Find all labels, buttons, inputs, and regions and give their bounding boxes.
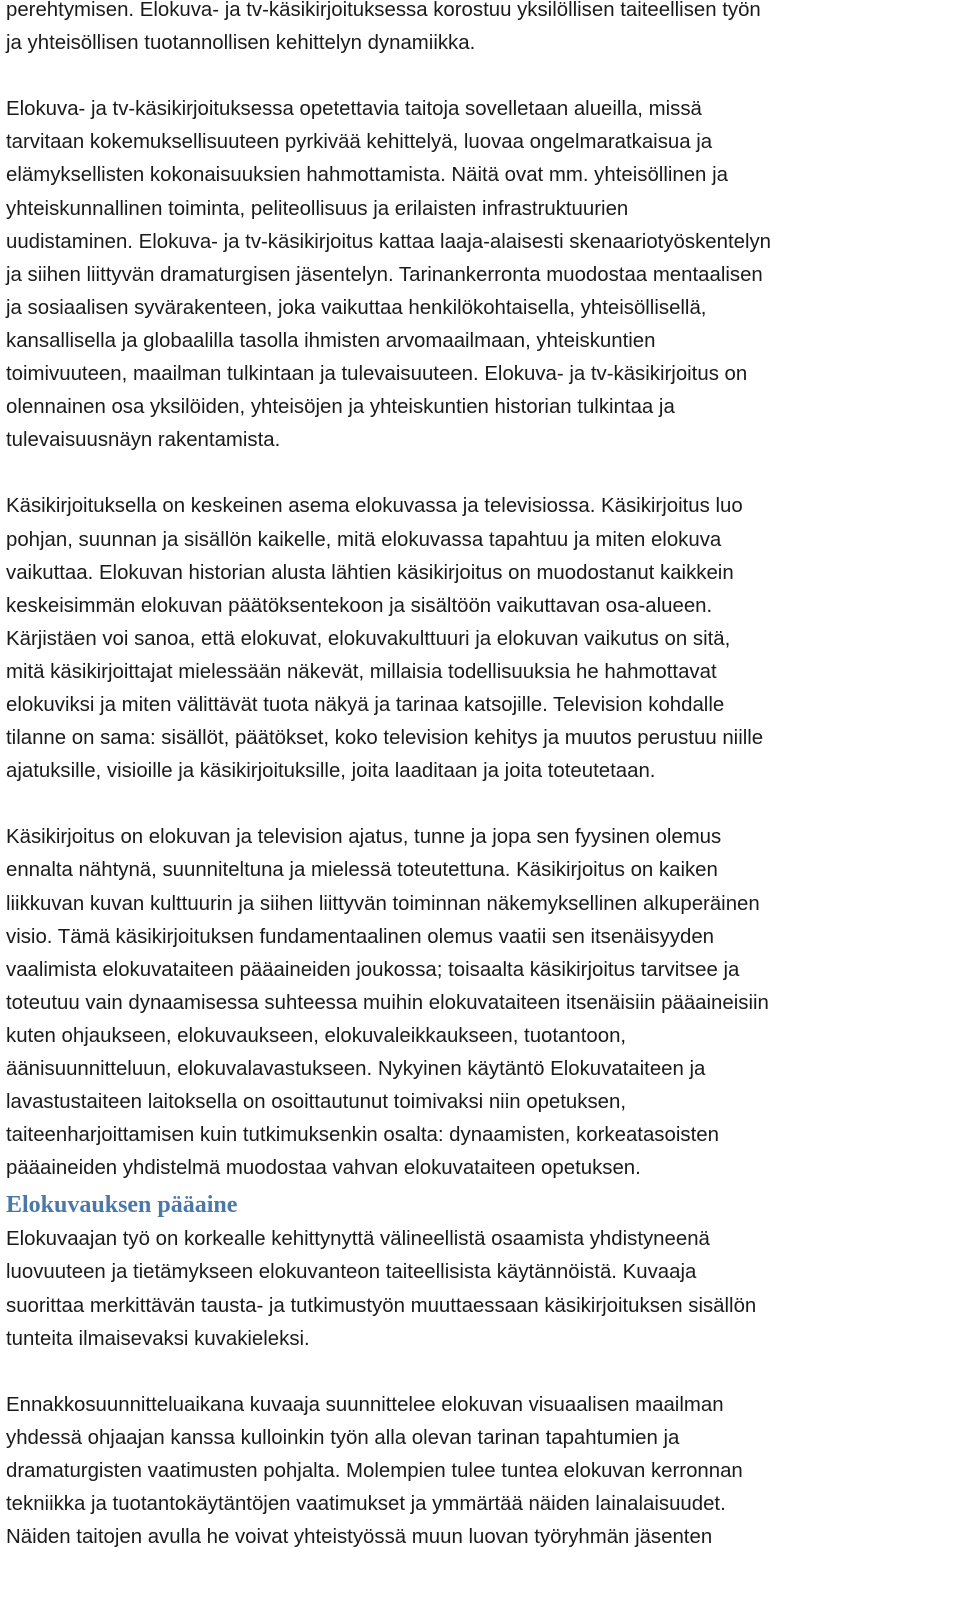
text-line: kuten ohjaukseen, elokuvaukseen, elokuvaleikkaukseen, tuotantoon, bbox=[6, 1024, 627, 1047]
text-line: toteutuu vain dynaamisessa suhteessa muihin elokuvataiteen itsenäisiin pääaineisiin bbox=[6, 991, 769, 1014]
body-paragraph bbox=[6, 490, 952, 788]
text-line: tekniikka ja tuotantokäytäntöjen vaatimukset ja ymmärtää näiden lainalaisuudet. bbox=[6, 1493, 726, 1516]
text-line: perehtymisen. Elokuva- ja tv-käsikirjoituksessa korostuu yksilöllisen taiteellisen työn bbox=[6, 0, 761, 21]
text-line: vaalimista elokuvataiteen pääaineiden joukossa; toisaalta käsikirjoitus tarvitsee ja bbox=[6, 958, 740, 981]
paragraph-spacer bbox=[6, 60, 952, 93]
text-line: suorittaa merkittävän tausta- ja tutkimustyön muuttaessaan käsikirjoituksen sisällön bbox=[6, 1294, 757, 1317]
section-heading: Elokuvauksen pääaine bbox=[6, 1192, 238, 1219]
text-line: luovuuteen ja tietämykseen elokuvanteon taiteellisista käytännöistä. Kuvaaja bbox=[6, 1261, 697, 1284]
text-line: Elokuva- ja tv-käsikirjoituksessa opetettavia taitoja sovelletaan alueilla, missä bbox=[6, 98, 702, 121]
document-page bbox=[6, 0, 952, 1554]
text-line: tulevaisuusnäyn rakentamista. bbox=[6, 429, 281, 452]
text-line: yhteiskunnallinen toiminta, peliteollisuus ja erilaisten infrastruktuurien bbox=[6, 197, 629, 220]
text-line: elokuviksi ja miten välittävät tuota näkyä ja tarinaa katsojille. Television kohdalle bbox=[6, 693, 725, 716]
text-line: yhdessä ohjaajan kanssa kulloinkin työn alla olevan tarinan tapahtumien ja bbox=[6, 1426, 680, 1449]
text-line: toimivuuteen, maailman tulkintaan ja tulevaisuuteen. Elokuva- ja tv-käsikirjoitus on bbox=[6, 363, 748, 386]
text-line: tunteita ilmaisevaksi kuvakieleksi. bbox=[6, 1327, 310, 1350]
body-paragraph bbox=[6, 0, 952, 60]
text-line: olennainen osa yksilöiden, yhteisöjen ja yhteiskuntien historian tulkintaa ja bbox=[6, 396, 675, 419]
text-line: tarvitaan kokemuksellisuuteen pyrkivää kehittelyä, luovaa ongelmaratkaisua ja bbox=[6, 131, 713, 154]
paragraph-spacer bbox=[6, 457, 952, 490]
text-line: äänisuunnitteluun, elokuvalavastukseen. Nykyinen käytäntö Elokuvataiteen ja bbox=[6, 1058, 706, 1080]
text-line: dramaturgisten vaatimusten pohjalta. Molempien tulee tuntea elokuvan kerronnan bbox=[6, 1460, 743, 1483]
body-paragraph bbox=[6, 821, 952, 1185]
section-paragraph bbox=[6, 1223, 952, 1355]
text-line: Kärjistäen voi sanoa, että elokuvat, elokuvakulttuuri ja elokuvan vaikutus on sitä, bbox=[6, 627, 731, 650]
text-line: ja siihen liittyvän dramaturgisen jäsentelyn. Tarinankerronta muodostaa mentaalisen bbox=[6, 263, 763, 286]
text-line: vaikuttaa. Elokuvan historian alusta lähtien käsikirjoitus on muodostanut kaikkein bbox=[6, 561, 734, 584]
text-line: lavastustaiteen laitoksella on osoittautunut toimivaksi niin opetuksen, bbox=[6, 1091, 627, 1114]
text-line: tilanne on sama: sisällöt, päätökset, koko television kehitys ja muutos perustuu niille bbox=[6, 727, 764, 750]
text-line: elämyksellisten kokonaisuuksien hahmottamista. Näitä ovat mm. yhteisöllinen ja bbox=[6, 164, 728, 187]
text-line: mitä käsikirjoittajat mielessään näkevät, millaisia todellisuuksia he hahmottavat bbox=[6, 660, 717, 683]
text-line: ennalta nähtynä, suunniteltuna ja mielessä toteutettuna. Käsikirjoitus on kaiken bbox=[6, 859, 718, 882]
text-line: Elokuvaajan työ on korkealle kehittynyttä välineellistä osaamista yhdistyneenä bbox=[6, 1228, 710, 1251]
text-line: ja yhteisöllisen tuotannollisen kehittelyn dynamiikka. bbox=[6, 32, 476, 55]
text-line: ja sosiaalisen syvärakenteen, joka vaikuttaa henkilökohtaisella, yhteisöllisellä, bbox=[6, 296, 707, 319]
text-line: pääaineiden yhdistelmä muodostaa vahvan elokuvataiteen opetuksen. bbox=[6, 1157, 641, 1180]
text-line: uudistaminen. Elokuva- ja tv-käsikirjoitus kattaa laaja-alaisesti skenaariotyöskentelyn bbox=[6, 230, 772, 253]
text-line: keskeisimmän elokuvan päätöksentekoon ja sisältöön vaikuttavan osa-alueen. bbox=[6, 594, 713, 617]
text-line: taiteenharjoittamisen kuin tutkimuksenkin osalta: dynaamisten, korkeatasoisten bbox=[6, 1124, 719, 1147]
text-line: liikkuvan kuvan kulttuurin ja siihen liittyvän toiminnan näkemyksellinen alkuperäinen bbox=[6, 892, 760, 915]
paragraph-spacer bbox=[6, 788, 952, 821]
body-paragraph bbox=[6, 93, 952, 457]
text-line: Näiden taitojen avulla he voivat yhteistyössä muun luovan työryhmän jäsenten bbox=[6, 1526, 713, 1549]
text-line: Käsikirjoituksella on keskeinen asema elokuvassa ja televisiossa. Käsikirjoitus luo bbox=[6, 495, 743, 518]
text-line: visio. Tämä käsikirjoituksen fundamentaalinen olemus vaatii sen itsenäisyyden bbox=[6, 925, 714, 948]
text-line: Käsikirjoitus on elokuvan ja television ajatus, tunne ja jopa sen fyysinen olemus bbox=[6, 826, 722, 849]
text-line: pohjan, suunnan ja sisällön kaikelle, mitä elokuvassa tapahtuu ja miten elokuva bbox=[6, 528, 722, 551]
text-line: kansallisella ja globaalilla tasolla ihmisten arvomaailmaan, yhteiskuntien bbox=[6, 329, 656, 352]
document-body bbox=[6, 0, 952, 1554]
section-paragraph bbox=[6, 1389, 952, 1554]
text-line: ajatuksille, visioille ja käsikirjoituksille, joita laaditaan ja joita toteutetaan. bbox=[6, 760, 656, 783]
paragraph-spacer bbox=[6, 1356, 952, 1389]
text-line: Ennakkosuunnitteluaikana kuvaaja suunnittelee elokuvan visuaalisen maailman bbox=[6, 1393, 724, 1416]
